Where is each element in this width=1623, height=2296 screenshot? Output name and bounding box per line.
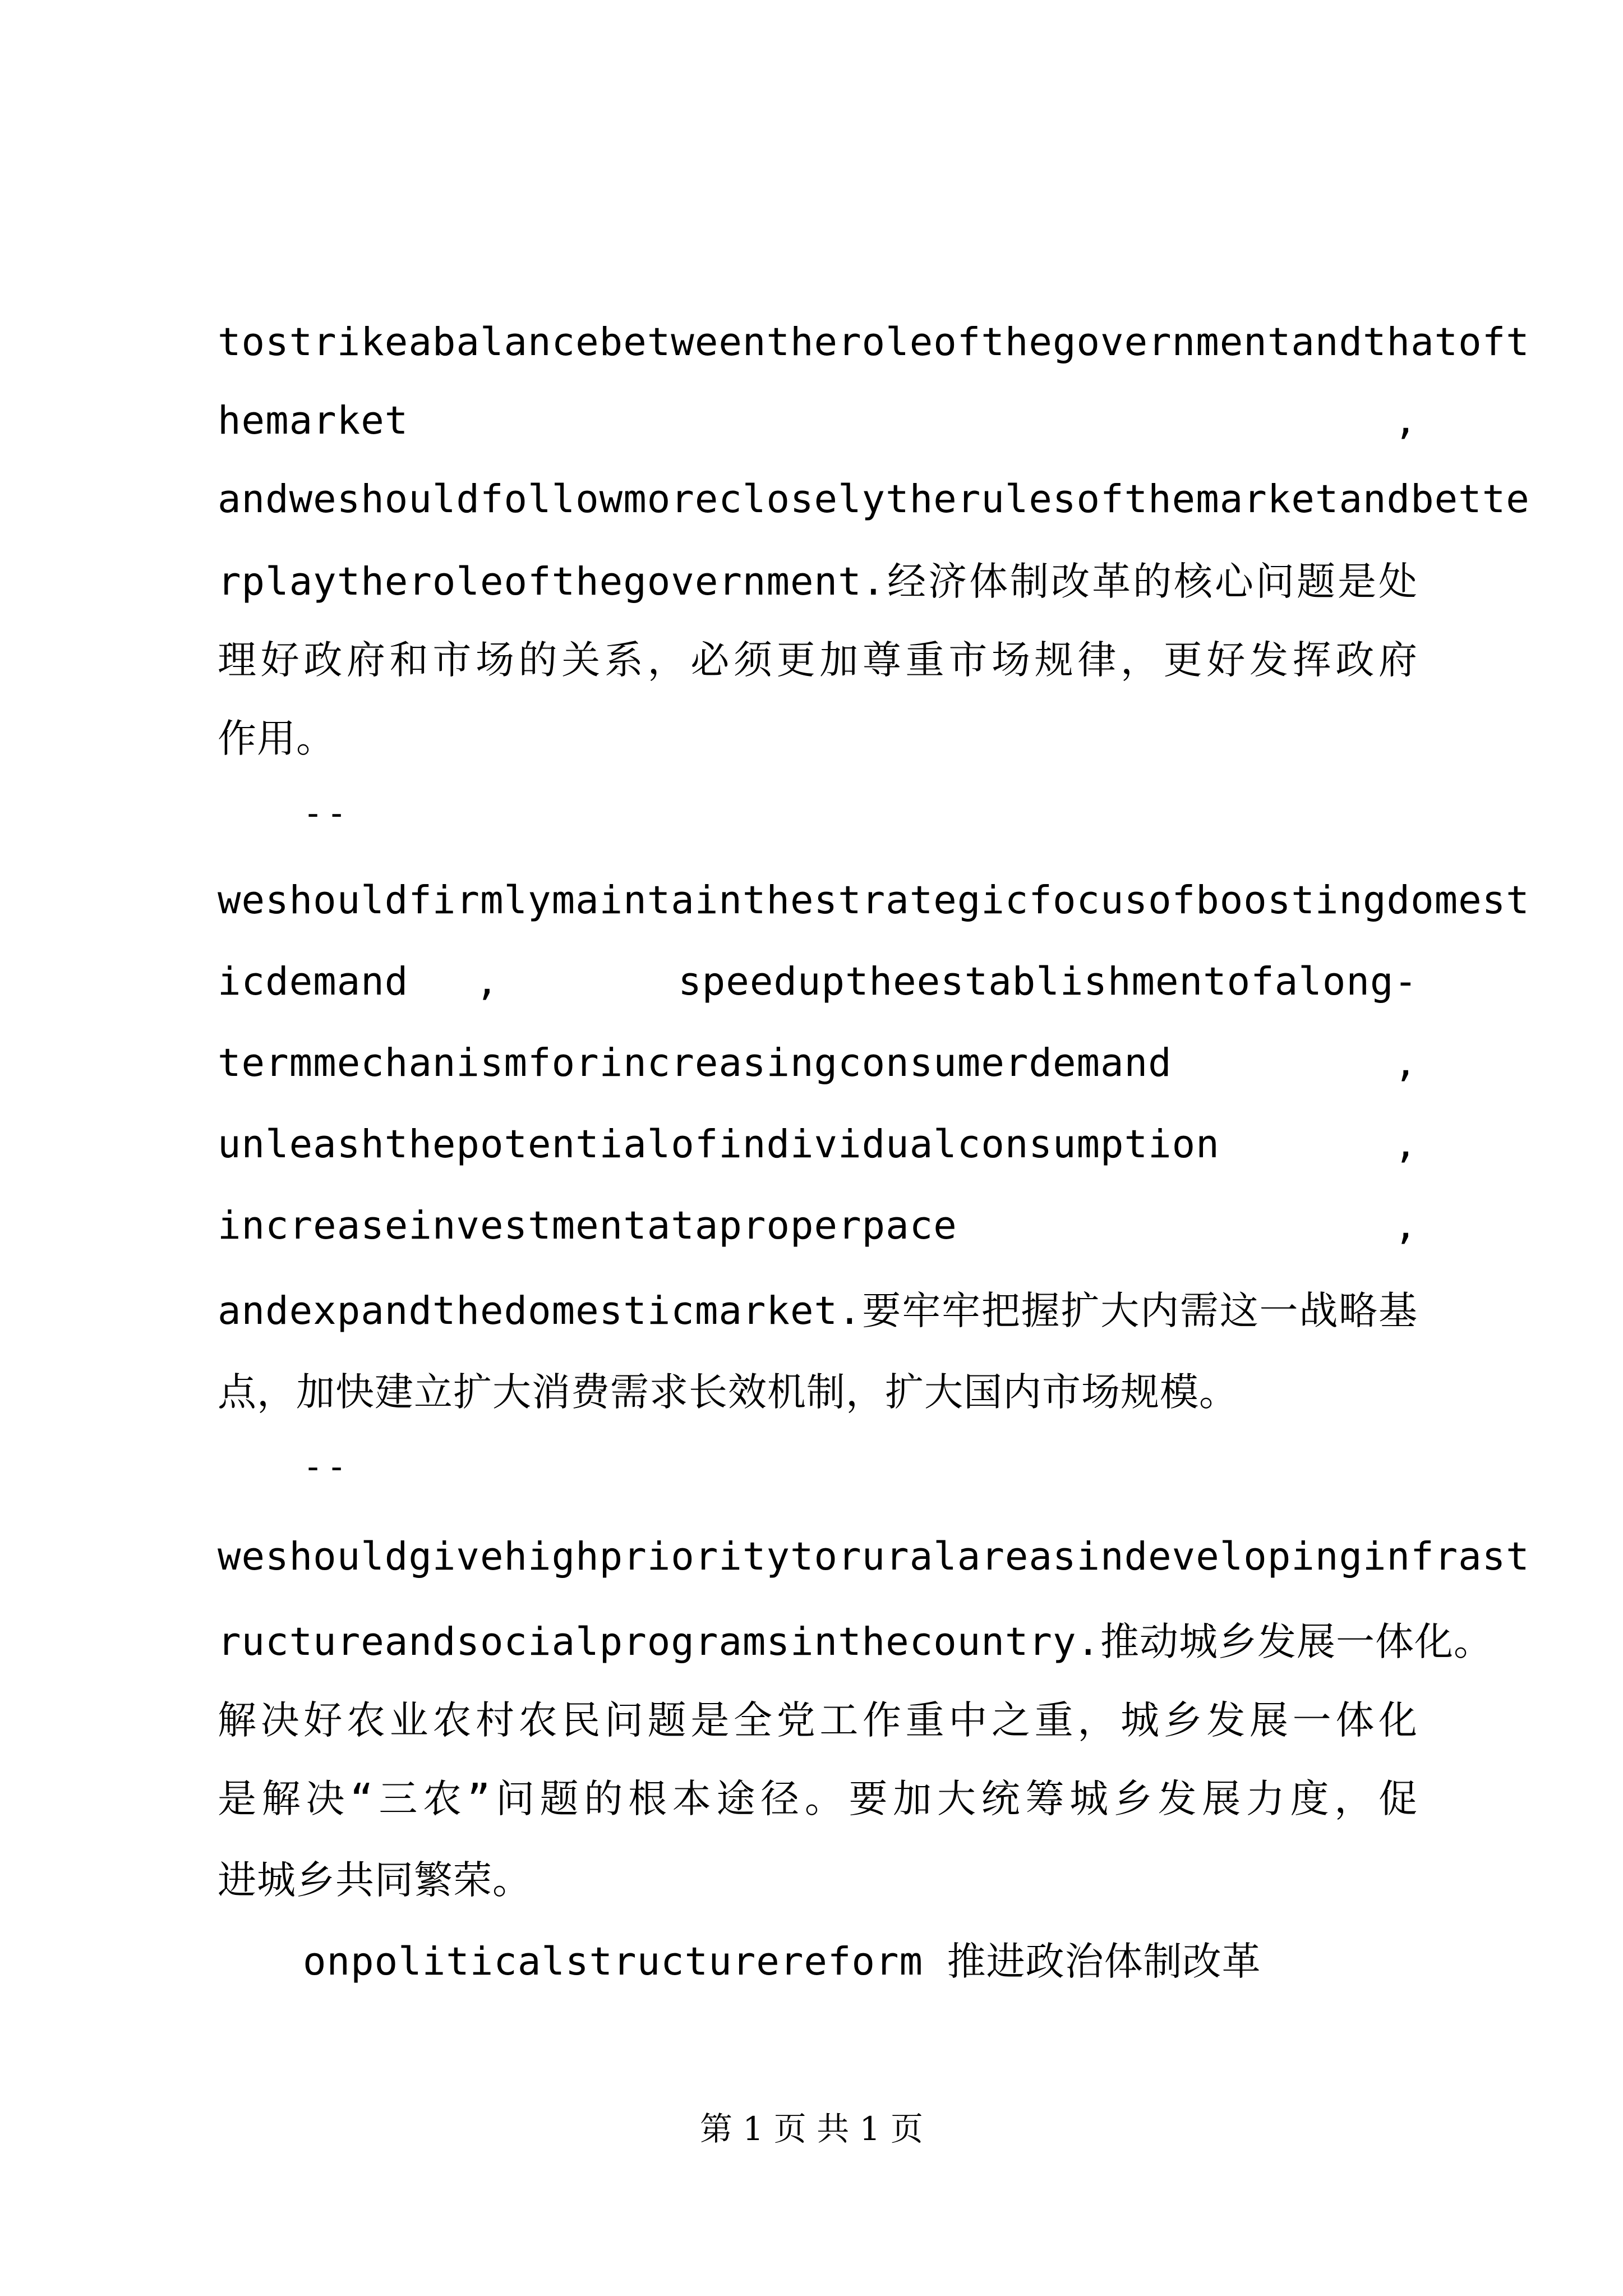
text-line: andexpandthedomesticmarket.要牢牢把握扩大内需这一战略基 [218, 1288, 1418, 1333]
text-line: 解决好农业农村农民问题是全党工作重中之重，城乡发展一体化 [218, 1697, 1418, 1743]
text-line: 进城乡共同繁荣。 [218, 1857, 532, 1903]
text-line: increaseinvestmentataproperpace , [218, 1203, 1418, 1248]
text-line: tostrikeabalancebetweentheroleofthegovernmentandthatoft [218, 320, 1530, 365]
text-line: icdemand , speeduptheestablishmentofalong- [218, 959, 1418, 1004]
text-line: 点，加快建立扩大消费需求长效机制，扩大国内市场规模。 [218, 1369, 1238, 1415]
text-line: termmechanismforincreasingconsumerdemand , [218, 1041, 1418, 1085]
text-line: 作用。 [218, 716, 335, 761]
dash-separator: -- [303, 1447, 351, 1487]
text-line: unleashthepotentialofindividualconsumption , [218, 1122, 1418, 1167]
dash-separator: -- [303, 794, 351, 833]
section-heading: onpoliticalstructurereform 推进政治体制改革 [303, 1939, 1261, 1984]
text-line: weshouldgivehighprioritytoruralareasindevelopinginfrast [218, 1534, 1530, 1579]
page-footer: 第 1 页 共 1 页 [700, 2110, 923, 2148]
text-line: rplaytheroleofthegovernment.经济体制改革的核心问题是处 [218, 559, 1418, 604]
text-line: andweshouldfollowmorecloselytherulesofthemarketandbette [218, 477, 1530, 522]
text-line: 是解决“三农”问题的根本途径。要加大统筹城乡发展力度，促 [218, 1776, 1418, 1821]
text-line: ructureandsocialprogramsinthecountry.推动城乡发展一体化。 [218, 1619, 1493, 1664]
text-line: hemarket , [218, 398, 1418, 443]
text-line: weshouldfirmlymaintainthestrategicfocusofboostingdomest [218, 878, 1530, 923]
text-line: 理好政府和市场的关系，必须更加尊重市场规律，更好发挥政府 [218, 637, 1418, 683]
